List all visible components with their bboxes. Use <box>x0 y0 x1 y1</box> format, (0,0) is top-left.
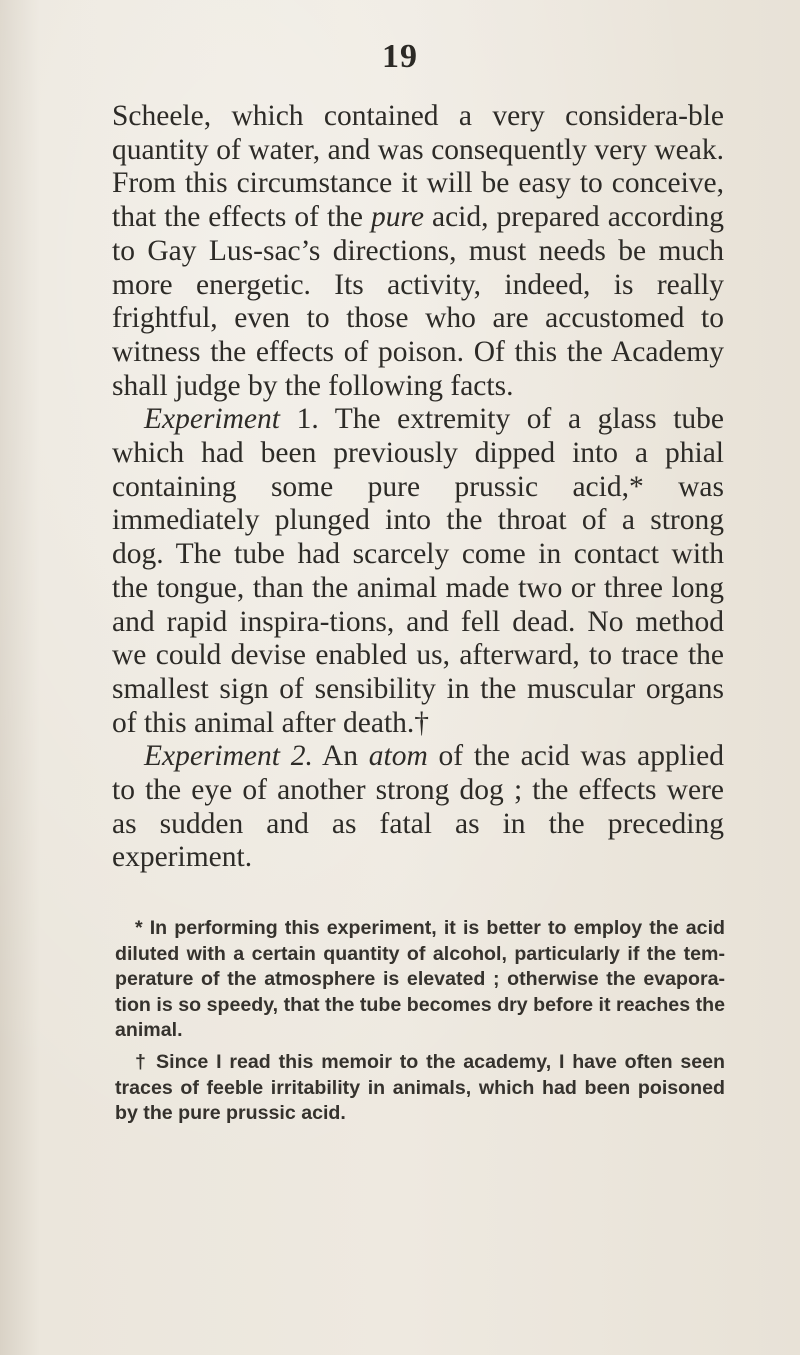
paragraph-experiment-1 <box>112 403 724 740</box>
experiment-2-label: Experiment 2. <box>144 740 313 773</box>
footnotes <box>115 916 725 1133</box>
experiment-2-text: of the acid was applied to the eye of another strong dog ; the effects were as sudden and as fatal as in the preceding experiment. <box>112 740 724 874</box>
experiment-1-text: 1. The extremity of a glass tube which had been previously dipped into a phial containing some pure prussic acid,* was immediately plunged into the throat of a strong dog. The tube had scarcely come in contact with the tongue, than the animal made two or three long and rapid inspira-tions, and fell dead. No method we could devise enabled us, afterward, to trace the smallest sign of sensibility in the muscular organs of this animal after death.† <box>112 403 724 739</box>
paragraph-intro <box>112 100 724 403</box>
emphasis-atom: atom <box>368 740 428 773</box>
main-text <box>112 100 724 875</box>
paragraph-experiment-2 <box>112 740 724 875</box>
footnote-asterisk: * In performing this experiment, it is better to employ the acid diluted with a certain quantity of alcohol, particularly if the tem-perature of the atmosphere is elevated ; otherwise the evapora-tion is so speedy, that the tube becomes dry before it reaches the animal. <box>115 917 725 1042</box>
intro-text-start: Scheele, which contained a very considera-ble quantity of water, and was consequently very weak. From this circumstance it will be easy to conceive, that the effects of the <box>112 100 724 234</box>
page-number: 19 <box>382 38 418 75</box>
footnote-dagger: † Since I read this memoir to the academy, I have often seen traces of feeble irritability in animals, which had been poisoned by the pure prussic acid. <box>115 1050 725 1125</box>
experiment-2-mid: An <box>312 740 369 773</box>
emphasis-pure: pure <box>371 201 424 234</box>
experiment-1-label: Experiment <box>144 403 280 436</box>
intro-text-end: acid, prepared according to Gay Lus-sac’s directions, must needs be much more energetic. Its activity, indeed, is really frightful, even to those who are accustomed to witness the effects of poison. Of this the Academy shall judge by the following facts. <box>112 201 724 402</box>
